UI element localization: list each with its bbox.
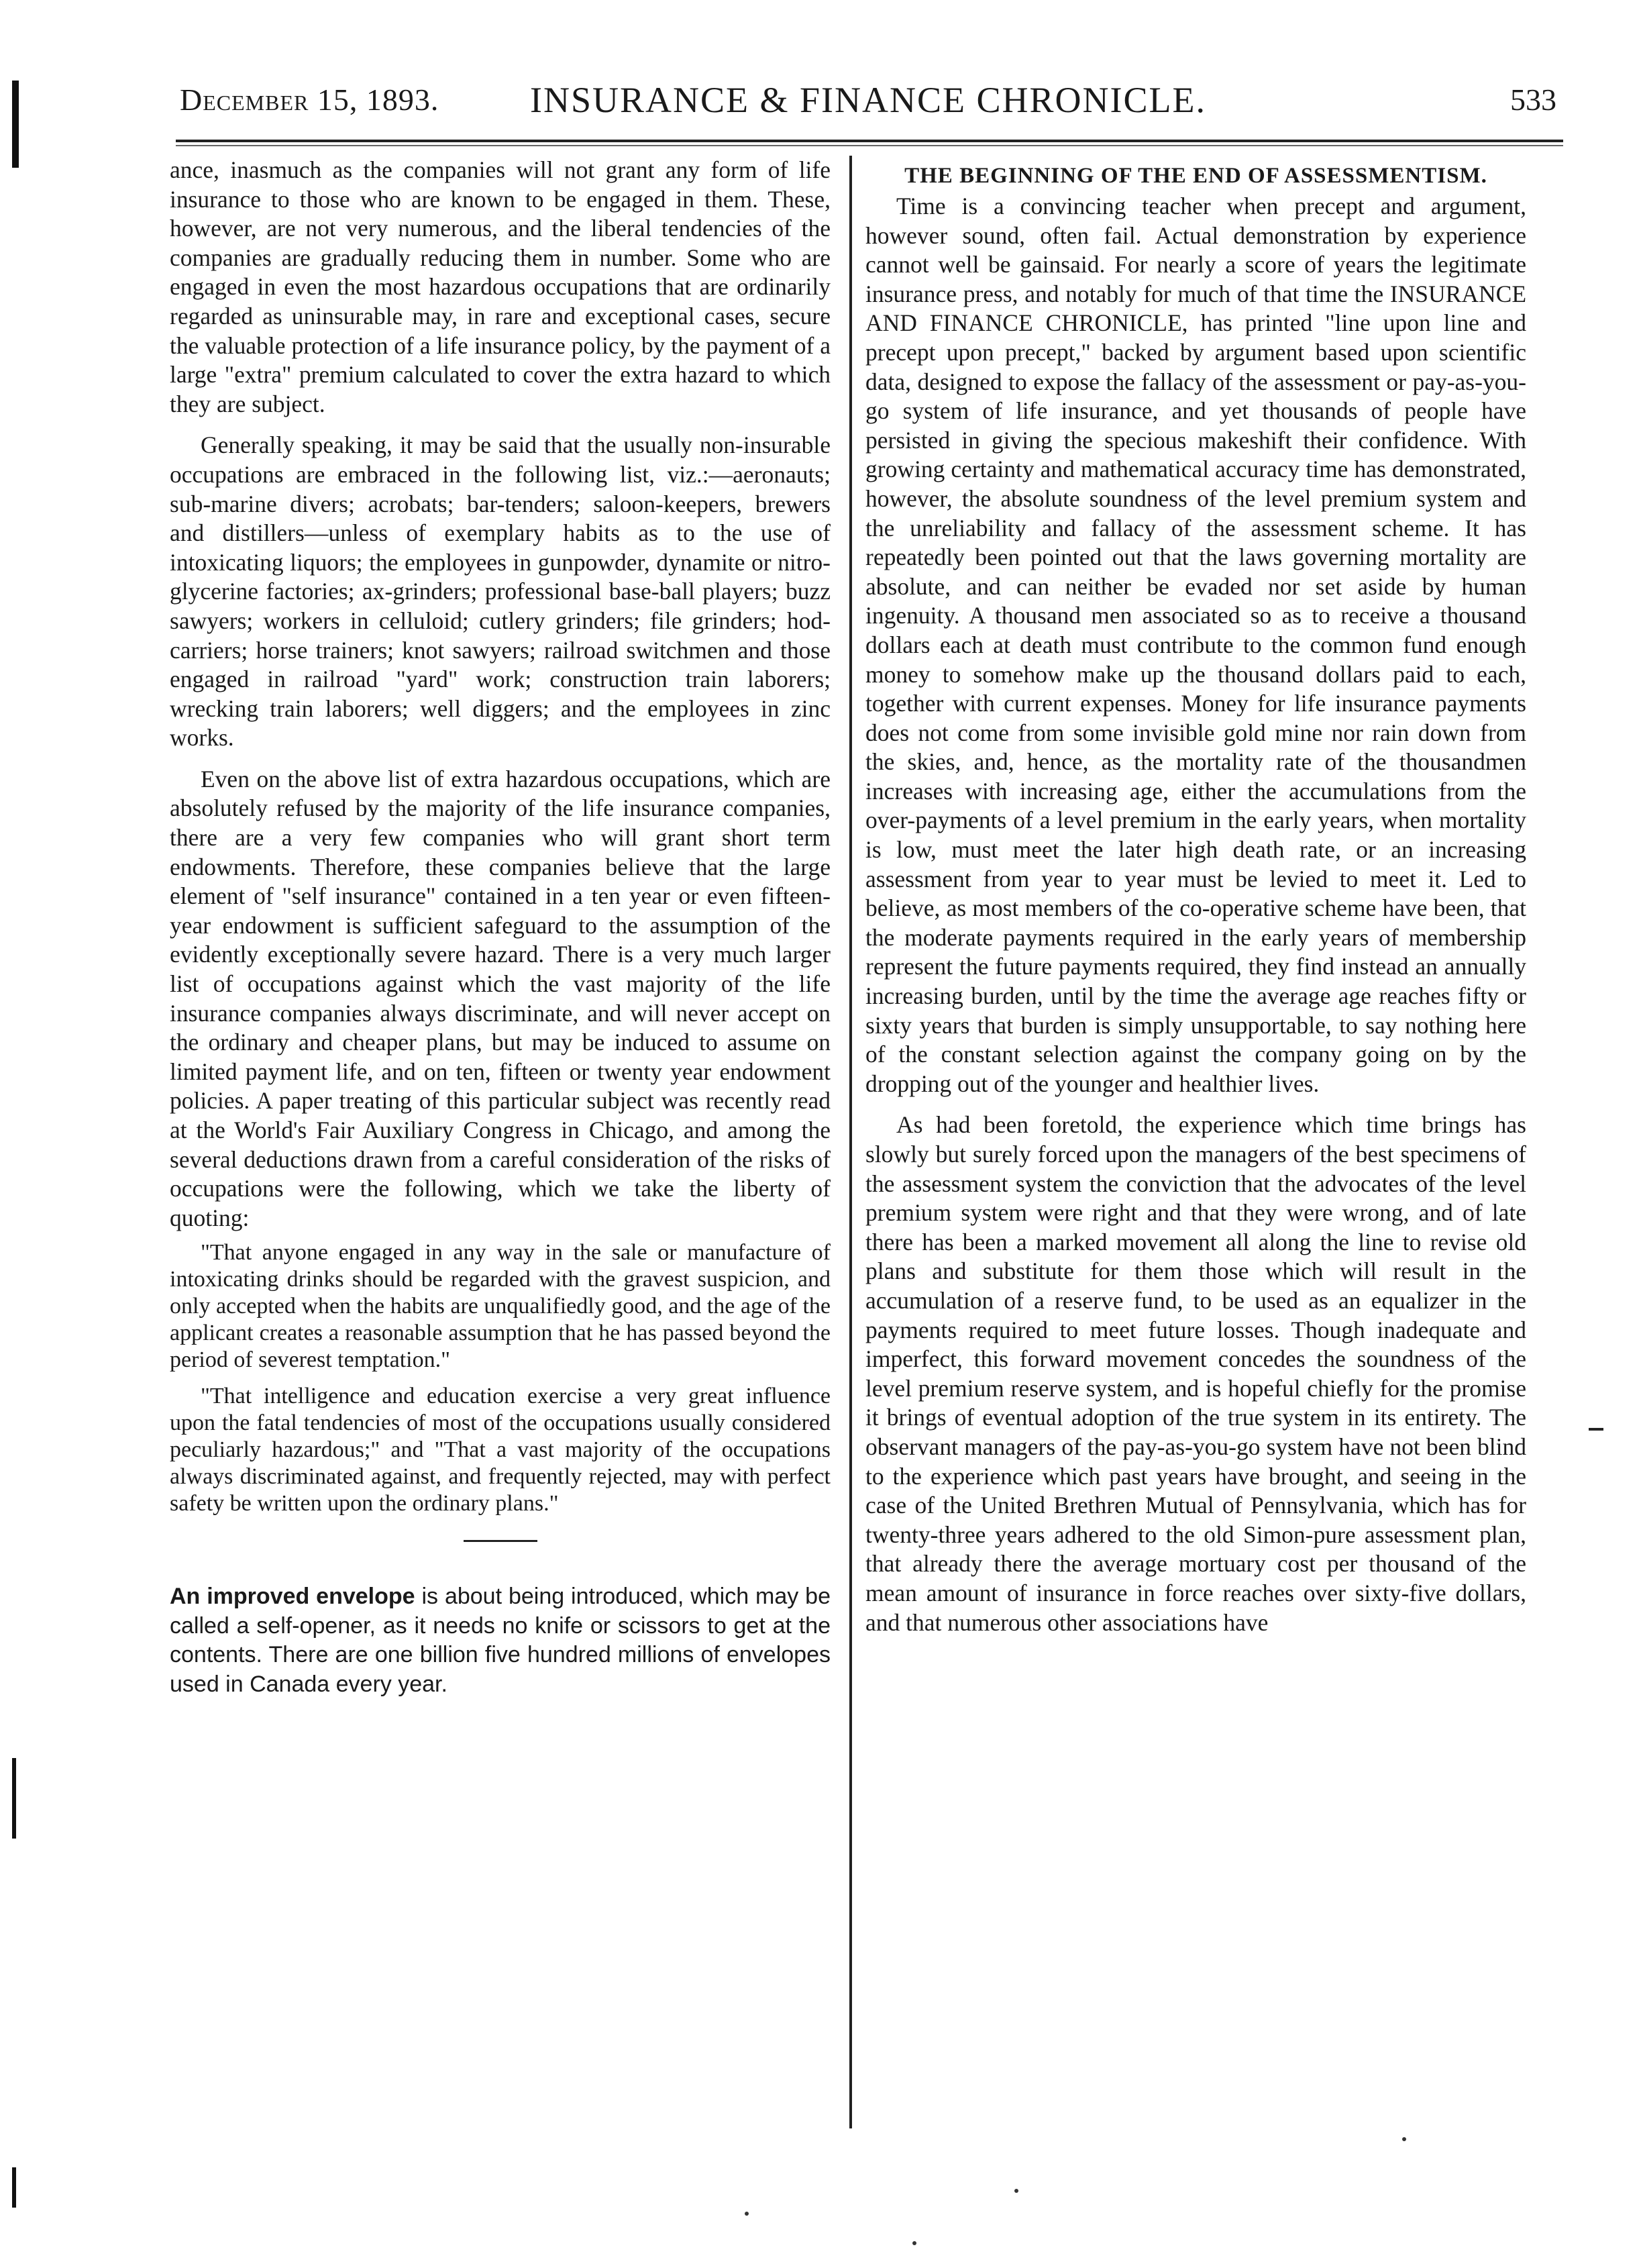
right-column [865, 156, 1526, 1637]
header-rule [176, 140, 1563, 142]
envelope-text: is about being introduced, which may be called a self-opener, as it needs no knife or scissors to get at the contents. There are one billion five hundred millions of envelopes used in Canada every year. [170, 1584, 831, 1697]
article-headline: THE BEGINNING OF THE END OF ASSESSMENTISM. [904, 164, 1487, 188]
print-speck [1402, 2137, 1406, 2141]
page-number: 533 [1510, 83, 1556, 117]
binding-edge-mark [12, 1758, 16, 1839]
binding-edge-mark [12, 2167, 16, 2208]
article-paragraph: Even on the above list of extra hazardous occupations, which are absolutely refused by the majority of the life insurance companies, there are a very few companies who will grant short term endowments. Therefore, these companies believe that the large element of "self insurance" contained in a ten year or even fifteen-year endowment is sufficient safeguard to the assumption of the evidently exceptionally severe hazard. There is a very much larger list of occupations against which the vast majority of the life insurance companies always discriminate, and will never accept on the ordinary and cheaper plans, but may be induced to assume on limited payment life, and on ten, fifteen or twenty year endowment policies. A paper treating of this particular subject was recently read at the World's Fair Auxiliary Congress in Chicago, and among the several deductions drawn from a careful consideration of the risks of occupations were the following, which we take the liberty of quoting: [170, 765, 831, 1231]
print-speck [745, 2212, 749, 2216]
article-paragraph: Generally speaking, it may be said that the usually non-insurable occupations are embraced in the following list, viz.:—aeronauts; sub-marine divers; acrobats; bar-tenders; saloon-keepers, brewers and distillers—unless of exemplary habits as to the use of intoxicating liquors; the employees in gunpowder, dynamite or nitro-glycerine factories; ax-grinders; professional base-ball players; buzz sawyers; workers in celluloid; cutlery grinders; file grinders; hod-carriers; horse trainers; knot sawyers; railroad switchmen and those engaged in railroad "yard" work; construction train laborers; wrecking train laborers; well diggers; and the employees in zinc works. [170, 431, 831, 752]
article-paragraph: Time is a convincing teacher when precept and argument, however sound, often fail. Actual demonstration by experience cannot well be gainsaid. For nearly a score of years the legitimate insurance press, and notably for much of that time the INSURANCE AND FINANCE CHRONICLE, has printed "line upon line and precept upon precept," backed by argument based upon scientific data, designed to expose the fallacy of the assessment or pay-as-you-go system of life insurance, and yet thousands of people have persisted in giving the specious makeshift their confidence. With growing certainty and mathematical accuracy time has demonstrated, however, the absolute soundness of the level premium system and the unreliability and fallacy of the assessment scheme. It has repeatedly been pointed out that the laws governing mortality are absolute, and can neither be evaded nor set aside by human ingenuity. A thousand men associated so as to receive a thousand dollars each at death must contribute to the common fund enough money to somehow make up the thousand dollars paid to each, together with current expenses. Money for life insurance payments does not come from some invisible gold mine nor rain down from the skies, and, hence, as the mortality rate of the thousandmen increases with increasing age, either the accumulations from the over-payments of a level premium in the early years, when mortality is low, must meet the later high death rate, or an increasing assessment from year to year must be levied to meet it. Led to believe, as most members of the co-operative scheme have been, that the moderate payments required in the early years of membership represent the future payments required, they find instead an annually increasing burden, until by the time the average age reaches fifty or sixty years that burden is simply unsupportable, to say nothing here of the constant selection against the company going on by the dropping out of the younger and healthier lives. [865, 193, 1526, 1097]
left-column [170, 156, 831, 1699]
section-separator [464, 1540, 537, 1542]
binding-edge-mark [12, 81, 19, 168]
envelope-paragraph [170, 1582, 831, 1699]
article-paragraph: As had been foretold, the experience which time brings has slowly but surely forced upon the managers of the best specimens of the assessment system the conviction that the advocates of the level premium system were right and that they were wrong, and of late there has been a marked movement all along the line to revise old plans and substitute for them those which will result in the accumulation of a reserve fund, to be used as an equalizer in the payments required to meet future losses. Though inadequate and imperfect, this forward movement concedes the soundness of the level premium reserve system, and is hopeful chiefly for the promise it brings of eventual adoption of the true system in its entirety. The observant managers of the pay-as-you-go system have not been blind to the experience which past years have brought, and seeing in the case of the United Brethren Mutual of Pennsylvania, which has for twenty-three years adhered to the old Simon-pure assessment plan, that already there the average mortuary cost per thousand of the mean amount of insurance in force reaches over sixty-five dollars, and that numerous other associations have [865, 1111, 1526, 1636]
quotation: "That anyone engaged in any way in the sale or manufacture of intoxicating drinks should be regarded with the gravest suspicion, and only accepted when the habits are unqualifiedly good, and the age of the applicant creates a reasonable assumption that he has passed beyond the period of severest temptation." [170, 1240, 831, 1373]
publication-title: INSURANCE & FINANCE CHRONICLE. [529, 80, 1207, 120]
print-speck [912, 2241, 916, 2245]
header-rule-thin [176, 145, 1563, 146]
envelope-lead: An improved envelope [170, 1584, 415, 1610]
envelope-notice [170, 1582, 831, 1699]
print-speck [1014, 2189, 1018, 2193]
margin-dash [1589, 1428, 1603, 1431]
quotation: "That intelligence and education exercise a very great influence upon the fatal tendencies of most of the occupations usually considered peculiarly hazardous;" and "That a vast majority of the occupations always discriminated against, and frequently rejected, may with perfect safety be written upon the ordinary plans." [170, 1384, 831, 1516]
quotation-block [170, 1239, 831, 1517]
page-header [180, 82, 1556, 136]
column-divider [849, 156, 852, 2128]
header-date: December 15, 1893. [180, 83, 439, 117]
article-paragraph: ance, inasmuch as the companies will not grant any form of life insurance to those who are known to be engaged in them. These, however, are not very numerous, and the liberal tendencies of the companies are gradually reducing them in number. Some who are engaged in even the most hazardous occupations that are ordinarily regarded as uninsurable may, in rare and exceptional cases, secure the valuable protection of a life insurance policy, by the payment of a large "extra" premium calculated to cover the extra hazard to which they are subject. [170, 156, 831, 417]
